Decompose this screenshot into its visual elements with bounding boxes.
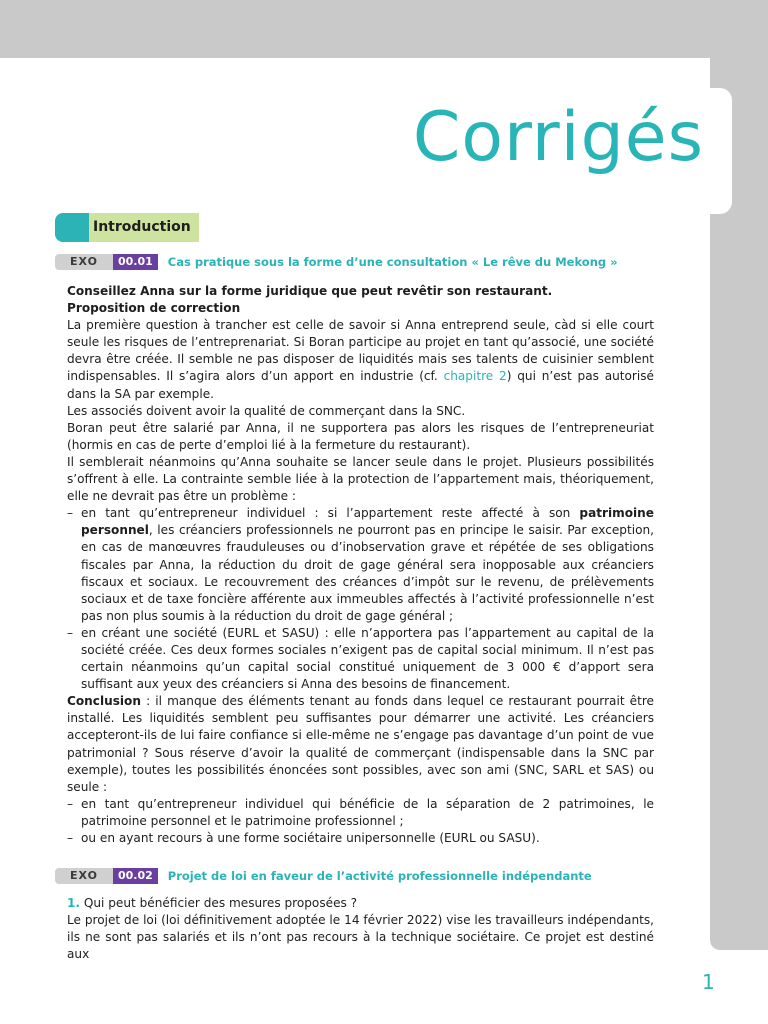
paragraph-text: La première question à trancher est celle de savoir si Anna entreprend seule, càd si elle court seule les risques de l’entreprenariat. Si Boran participe au projet en tant qu’associé, une société devra être créée. Il semble ne pas disposer de liquidités mais ses talents de cuisinier semblent indispensables. Il s’agira alors d’un apport en industrie (cf. bbox=[67, 318, 654, 384]
page-title: Corrigés bbox=[412, 98, 704, 177]
exo-header-1 bbox=[55, 253, 618, 271]
exo-title: Projet de loi en faveur de l’activité professionnelle indépendante bbox=[167, 869, 592, 883]
question-number: 1. bbox=[67, 896, 81, 910]
list-item: – en créant une société (EURL et SASU) : elle n’apportera pas l’appartement au capital de la société créée. Ces deux formes sociales n’exigent pas de capital social minimum. Il n’est pas certain néanmoins qu’un capital social constitué uniquement de 3 000 € d’apport sera suffisant aux yeux des créanciers si Anna des besoins de financement. bbox=[67, 625, 654, 693]
paragraph: Il semblerait néanmoins qu’Anna souhaite se lancer seule dans le projet. Plusieurs possibilités s’offrent à elle. La contrainte semble liée à la protection de l’appartement mais, théoriquement, elle ne devrait pas être un problème : bbox=[67, 454, 654, 504]
paragraph: Les associés doivent avoir la qualité de commerçant dans la SNC. bbox=[67, 403, 466, 418]
exo-1-body bbox=[67, 283, 654, 847]
bold-term: patrimoine personnel bbox=[81, 506, 654, 538]
exo-2-body bbox=[67, 895, 654, 963]
section-label: Introduction bbox=[89, 213, 199, 242]
options-list bbox=[67, 505, 654, 693]
exo-header-2 bbox=[55, 867, 592, 885]
exo-tag: EXO bbox=[55, 868, 113, 884]
question-heading bbox=[67, 895, 654, 912]
list-text: en tant qu’entrepreneur individuel : si l’appartement reste affecté à son bbox=[81, 506, 580, 521]
list-item: – ou en ayant recours à une forme sociétaire unipersonnelle (EURL ou SASU). bbox=[67, 830, 654, 847]
exo-title: Cas pratique sous la forme d’une consultation « Le rêve du Mekong » bbox=[167, 255, 618, 269]
exo-tag: EXO bbox=[55, 254, 113, 270]
conclusion-label: Conclusion bbox=[67, 694, 141, 709]
correction-heading: Proposition de correction bbox=[67, 301, 241, 316]
paragraph: Boran peut être salarié par Anna, il ne supportera pas alors les risques de l’entrepreneuriat (hormis en cas de perte d’emploi lié à la fermeture du restaurant). bbox=[67, 420, 654, 452]
question-text: Conseillez Anna sur la forme juridique que peut revêtir son restaurant. bbox=[67, 284, 553, 298]
section-marker bbox=[55, 213, 89, 242]
conclusion-paragraph bbox=[67, 693, 654, 796]
paragraph bbox=[67, 317, 654, 402]
list-item bbox=[67, 505, 654, 625]
question-text: Qui peut bénéficier des mesures proposées ? bbox=[80, 896, 358, 910]
page-number: 1 bbox=[702, 970, 715, 994]
section-header bbox=[55, 213, 199, 242]
list-item: – en tant qu’entrepreneur individuel qui bénéficie de la séparation de 2 patrimoines, le patrimoine personnel et le patrimoine professionnel ; bbox=[67, 796, 654, 830]
conclusion-text: : il manque des éléments tenant au fonds dans lequel ce restaurant pourrait être installé. Les liquidités semblent peu suffisantes pour démarrer une activité. Les créanciers accepteront-ils de lui faire confiance si elle-même ne s’engage pas davantage d’un point de vue patrimonial ? Sous réserve d’avoir la qualité de commerçant (indispensable dans la SNC par exemple), toutes les possibilités énoncées sont possibles, avec son ami (SNC, SARL et SAS) ou seule : bbox=[67, 694, 654, 794]
list-text: , les créanciers professionnels ne pourront pas en principe le saisir. Par exception, en cas de manœuvres frauduleuses ou d’inobservation grave et répétée de ses obligations fiscales par Anna, la réduction du droit de gage général sera inopposable aux créanciers fiscaux et sociaux. Le recouvrement des créances d’impôt sur le revenu, de prélèvements sociaux et de taxe foncière afférente aux immeubles affectés à l’activité professionnelle n’est pas non plus soumis à la réduction du droit de gage général ; bbox=[81, 523, 654, 623]
exo-number: 00.02 bbox=[113, 868, 158, 884]
conclusion-list bbox=[67, 796, 654, 847]
chapter-link[interactable]: chapitre 2 bbox=[443, 369, 507, 384]
exo-number: 00.01 bbox=[113, 254, 158, 270]
paragraph-text: ) qui n’est pas autorisé dans la SA par exemple. bbox=[67, 369, 654, 401]
top-margin-band bbox=[0, 0, 768, 58]
paragraph: Le projet de loi (loi définitivement adoptée le 14 février 2022) vise les travailleurs indépendants, ils ne sont pas salariés et ils n’ont pas recours à la technique sociétaire. Ce projet est destiné aux bbox=[67, 913, 654, 962]
